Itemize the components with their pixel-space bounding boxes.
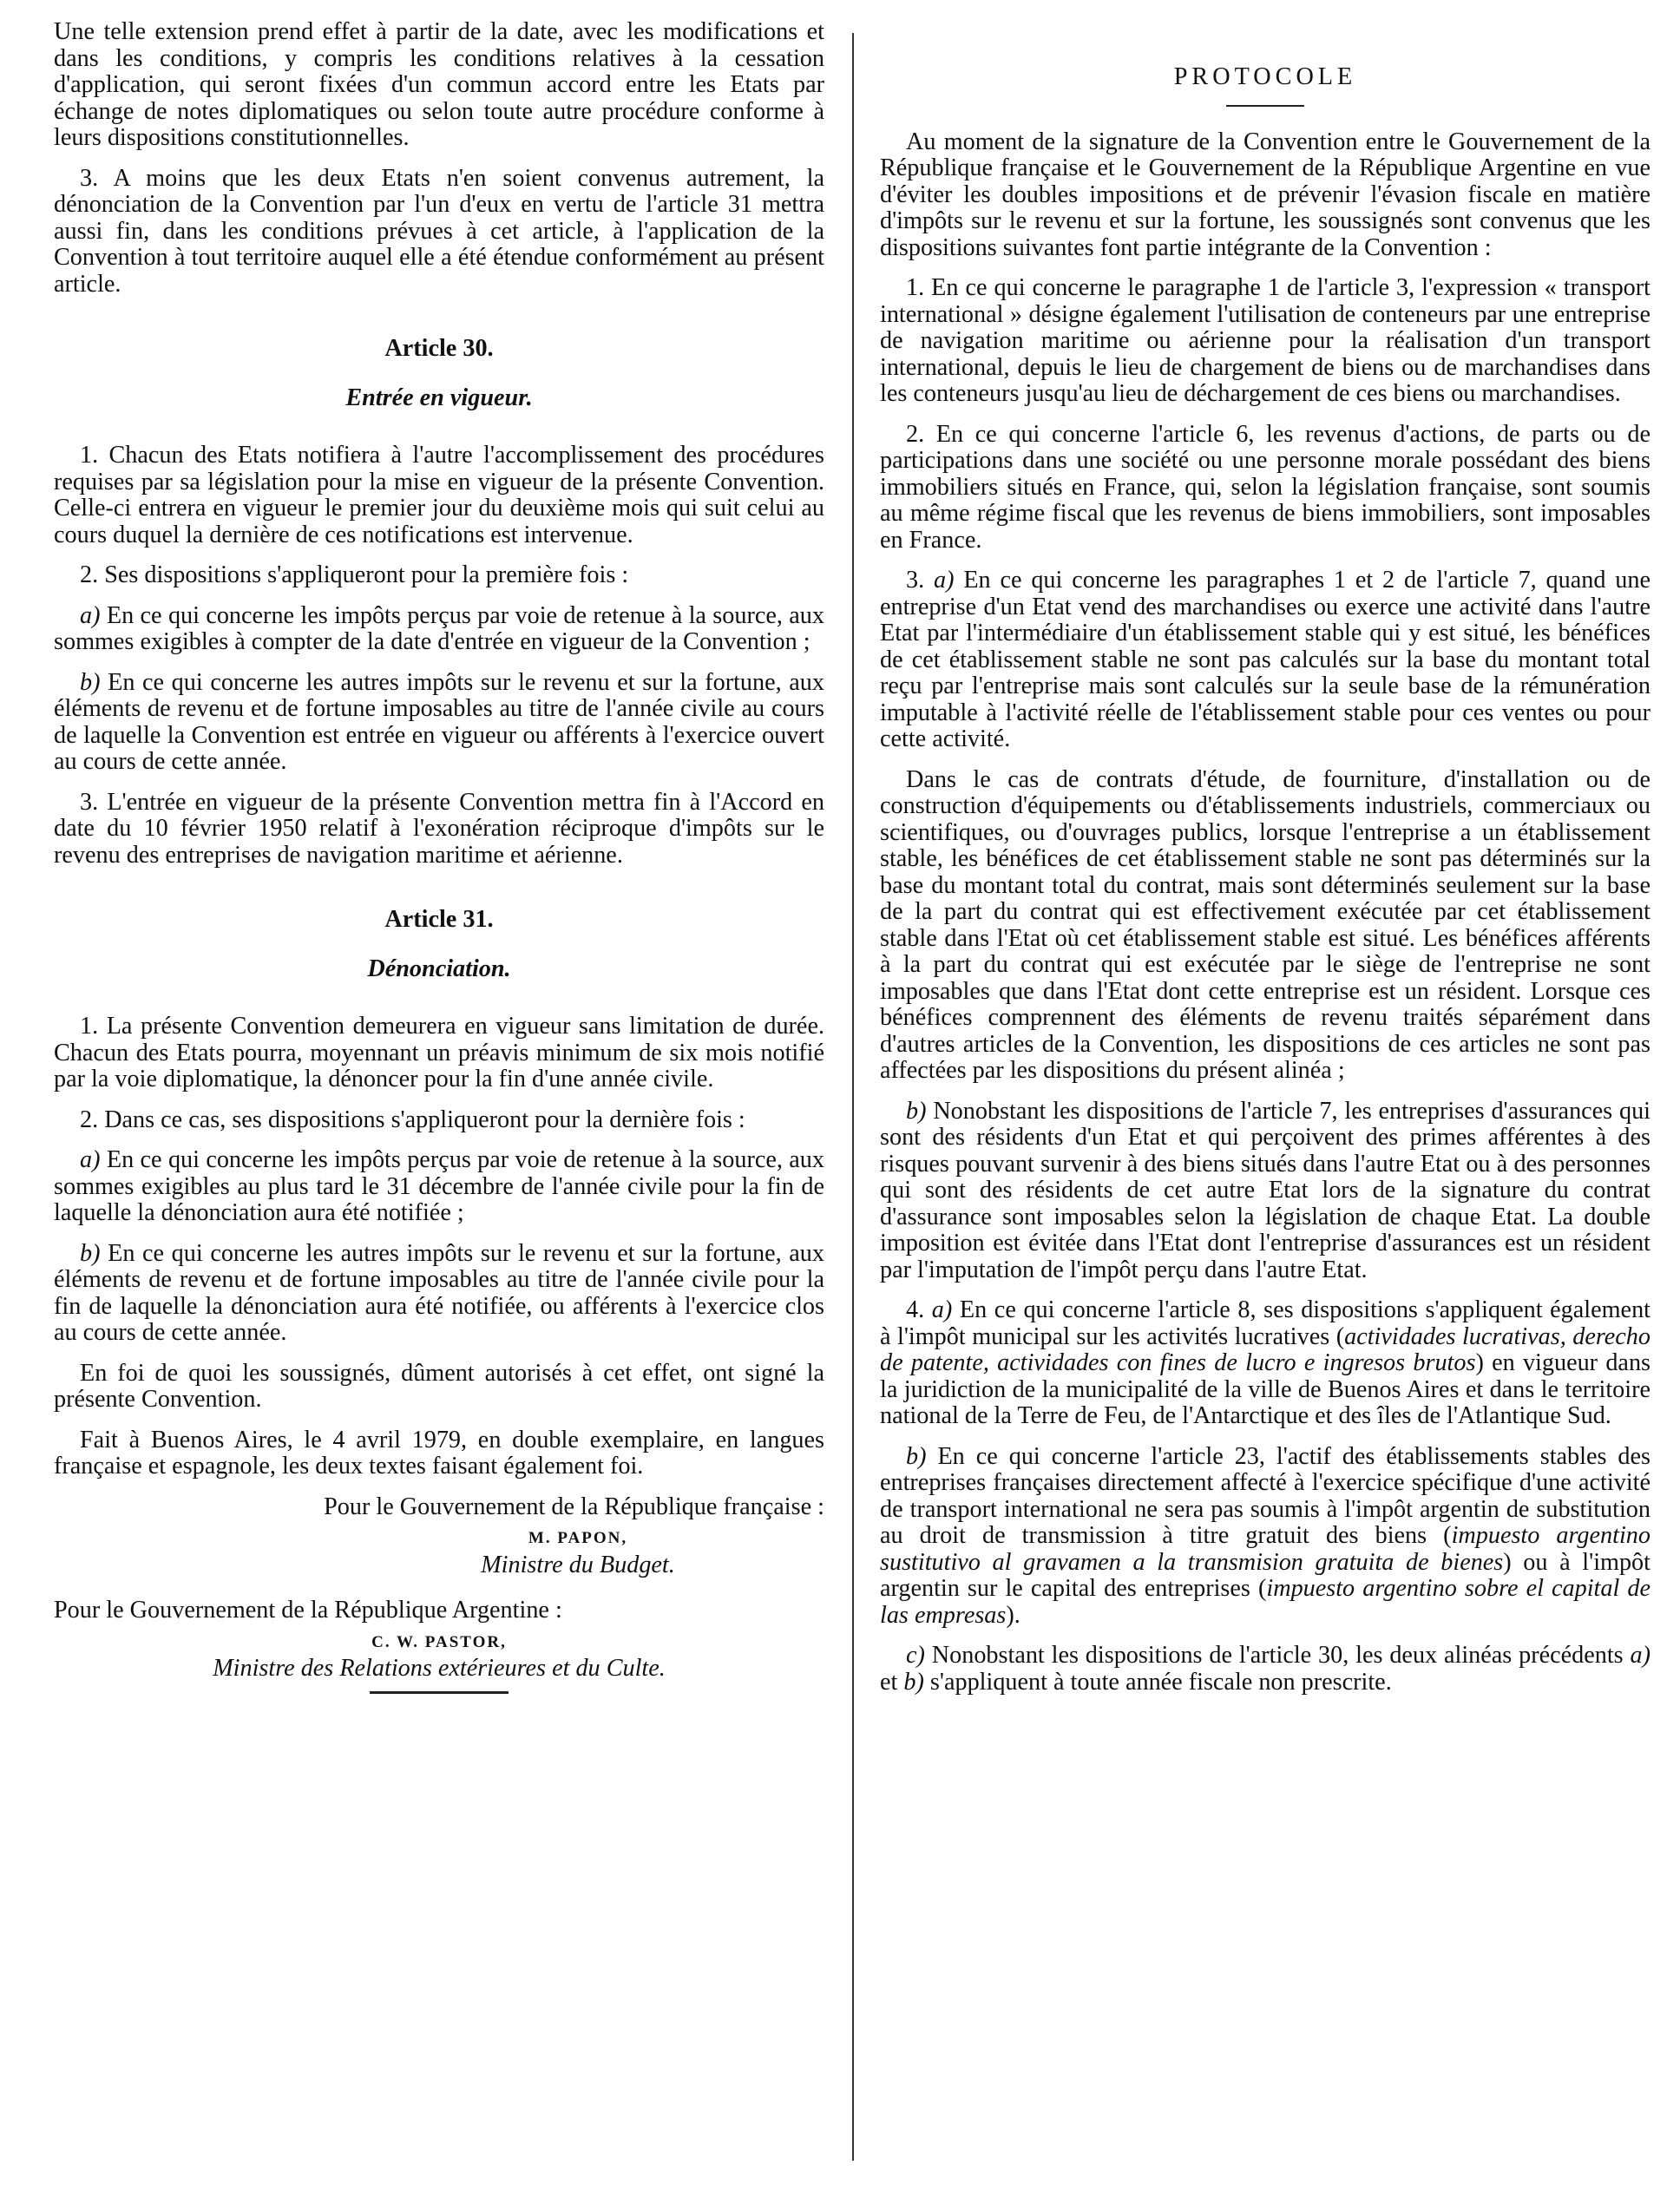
article-31-title: Article 31. — [384, 906, 494, 933]
item-text: En ce qui concerne les autres impôts sur le revenu et sur la fortune, aux éléments de revenu et de fortune imposables au titre de l'année civile pour la fin de laquelle la dénonciation aura été notifiée, ou afférents à l'exercice clos au cours de cette année. — [54, 1239, 824, 1346]
paragraph: 3. A moins que les deux Etats n'en soient convenus autrement, la dénonciation de la Convention par l'un d'eux en vertu de l'article 31 mettra aussi fin, dans les conditions prévues à cet article, à l'application de la Convention à tout territoire auquel elle a été étendue conformément au présent article. — [54, 164, 824, 298]
item-text: En ce qui concerne les impôts perçus par voie de retenue à la source, aux sommes exigibles à compter de la date d'entrée en vigueur de la Convention ; — [54, 601, 824, 655]
paragraph — [880, 1297, 1650, 1430]
spanish-term: impuesto argentino sobre el capital de las empresas — [880, 1575, 1651, 1629]
item-letter: b) — [906, 1442, 927, 1470]
paragraph — [54, 603, 824, 656]
protocol-title: PROTOCOLE — [1173, 63, 1357, 90]
article-30-title: Article 30. — [384, 335, 494, 362]
paragraph: 1. Chacun des Etats notifiera à l'autre l'accomplissement des procédures requises par sa législation pour la mise en vigueur de la présente Convention. Celle-ci entrera en vigueur le premier jour du deuxième mois qui suit celui au cours duquel la dernière de ces notifications est intervenue. — [54, 442, 824, 548]
spanish-term: impuesto argentino sustitutivo al gravamen a la transmision gratuita de bienes — [880, 1522, 1650, 1576]
paragraph: Dans le cas de contrats d'étude, de fourniture, d'installation ou de construction d'équipements ou d'établissements industriels, commerciaux ou scientifiques, ou d'ouvrages publics, lorsque l'entreprise a un établissement stable, les bénéfices de cet établissement stable ne sont pas déterminés sur la base du montant total du contrat, mais sont déterminés seulement sur la base de la part du contrat qui est effectivement exécutée par cet établissement stable dans l'Etat où cet établissement stable est situé. Les bénéfices afférents à la part du contrat qui est exécutée par le siège de l'entreprise ne sont imposables que dans l'Etat dont cette entreprise est un résident. Lorsque ces bénéfices comprennent des éléments de revenu traités séparément dans d'autres articles de la Convention, les dispositions de ces articles ne sont pas affectées par les dispositions du présent alinéa ; — [880, 765, 1650, 1084]
item-text: ) en vigueur dans la juridiction de la municipalité de la ville de Buenos Aires et dans le territoire national de la Terre de Feu, de l'Antarctique et des îles de l'Atlantique Sud. — [880, 1349, 1651, 1429]
item-letter: a) — [80, 1146, 101, 1173]
article-31-subtitle: Dénonciation. — [367, 955, 511, 982]
paragraph — [54, 670, 824, 776]
paragraph — [880, 568, 1650, 753]
item-letter: a) — [1630, 1642, 1650, 1669]
article-30-subtitle: Entrée en vigueur. — [345, 384, 533, 411]
item-letter: b) — [80, 1239, 101, 1267]
item-text: ) ou à l'impôt argentin sur le capital des entreprises ( — [880, 1548, 1650, 1602]
paragraph: 2. En ce qui concerne l'article 6, les revenus d'actions, de parts ou de participations dans une société ou une personne morale possédant des biens immobiliers situés en France, qui, selon la législation française, sont soumis au même régime fiscal que les revenus de biens immobiliers, sont imposables en France. — [880, 420, 1650, 554]
paragraph — [54, 1147, 824, 1227]
item-letter: b) — [903, 1668, 924, 1696]
title-rule — [1226, 105, 1304, 107]
end-rule — [370, 1691, 509, 1694]
item-letter: a) — [933, 567, 955, 594]
item-letter: a) — [931, 1296, 953, 1323]
signatory-argentina-title: Ministre des Relations extérieures et du Culte. — [213, 1655, 666, 1682]
paragraph: 2. Dans ce cas, ses dispositions s'appliqueront pour la dernière fois : — [80, 1106, 745, 1133]
right-column — [880, 19, 1650, 1709]
signatory-france-label: Pour le Gouvernement de la République française : — [324, 1493, 824, 1520]
paragraph: 1. La présente Convention demeurera en vigueur sans limitation de durée. Chacun des Etats pourra, moyennant un préavis minimum de six mois notifié par la voie diplomatique, la dénoncer pour la fin d'une année civile. — [54, 1013, 824, 1092]
spanish-term: actividades lucrativas, derecho de patente, actividades con fines de lucro e ingresos brutos — [880, 1322, 1650, 1376]
paragraph — [54, 1241, 824, 1347]
item-text: En ce qui concerne les autres impôts sur le revenu et sur la fortune, aux éléments de revenu et de fortune imposables au titre de l'année civile au cours de laquelle la Convention est entrée en vigueur ou afférents à l'exercice ouvert au cours de cette année. — [54, 668, 824, 775]
paragraph — [880, 1643, 1650, 1696]
signatory-france-name: M. PAPON, — [528, 1529, 628, 1547]
left-column — [54, 19, 824, 1694]
paragraph: 1. En ce qui concerne le paragraphe 1 de l'article 3, l'expression « transport international » désigne également l'utilisation de conteneurs par une entreprise de navigation maritime ou aérienne pour la réalisation d'un transport international, depuis le lieu de chargement de biens ou de marchandises dans les conteneurs jusqu'au lieu de déchargement de ces biens ou marchandises. — [880, 274, 1650, 407]
item-text: En ce qui concerne les impôts perçus par voie de retenue à la source, aux sommes exigibles au plus tard le 31 décembre de l'année civile pour la fin de laquelle la dénonciation aura été notifiée ; — [54, 1146, 824, 1226]
signatory-argentina-name: C. W. PASTOR, — [371, 1632, 507, 1651]
item-number: 4. — [906, 1296, 925, 1323]
item-text: s'appliquent à toute année fiscale non prescrite. — [929, 1668, 1392, 1696]
paragraph: Au moment de la signature de la Convention entre le Gouvernement de la République française et le Gouvernement de la République Argentine en vue d'éviter les doubles impositions et de prévenir l'évasion fiscale en matière d'impôts sur le revenu et sur la fortune, les soussignés sont convenus que les dispositions suivantes font partie intégrante de la Convention : — [880, 128, 1650, 261]
item-letter: b) — [80, 668, 101, 696]
paragraph: En foi de quoi les soussignés, dûment autorisés à cet effet, ont signé la présente Convention. — [54, 1359, 824, 1413]
item-text: En ce qui concerne les paragraphes 1 et 2 de l'article 7, quand une entreprise d'un Etat vend des marchandises ou exerce une activité dans l'autre Etat par l'intermédiaire d'un établissement stable qui y est situé, les bénéfices de cet établissement stable ne sont pas calculés sur la base du montant total reçu par l'entreprise mais sont calculés sur la seule base de la rémunération imputable à l'activité réelle de l'établissement stable pour ces ventes ou pour cette activité. — [880, 567, 1650, 752]
column-divider — [852, 33, 854, 2161]
paragraph — [880, 1099, 1650, 1284]
item-text: En ce qui concerne l'article 8, ses dispositions s'appliquent également à l'impôt municipal sur les activités lucratives ( — [880, 1296, 1650, 1350]
item-letter: b) — [906, 1097, 927, 1125]
signatory-argentina-label: Pour le Gouvernement de la République Argentine : — [54, 1597, 562, 1624]
item-text: et — [880, 1668, 898, 1696]
paragraph: 2. Ses dispositions s'appliqueront pour la première fois : — [80, 561, 629, 588]
paragraph: Fait à Buenos Aires, le 4 avril 1979, en double exemplaire, en langues française et espagnole, les deux textes faisant également foi. — [54, 1426, 824, 1480]
item-text: En ce qui concerne l'article 23, l'actif des établissements stables des entreprises françaises directement affecté à l'exercice spécifique d'une activité de transport international ne sera pas soumis à l'impôt argentin de substitution au droit de transmission à titre gratuit des biens ( — [880, 1442, 1650, 1549]
item-text: Nonobstant les dispositions de l'article 7, les entreprises d'assurances qui sont des résidents d'un Etat et qui perçoivent des primes afférentes à des risques pouvant survenir à des biens situés dans l'autre Etat ou à des personnes qui sont des résidents de cet autre Etat lors de la signature du contrat d'assurance sont imposables selon la législation de chaque Etat. La double imposition est évitée dans l'Etat dont l'entreprise d'assurances est un résident par l'imputation de l'impôt perçu dans l'autre Etat. — [880, 1097, 1650, 1283]
signatory-france-title: Ministre du Budget. — [481, 1551, 675, 1578]
item-text: Nonobstant les dispositions de l'article 30, les deux alinéas précédents — [931, 1642, 1624, 1669]
paragraph — [880, 1444, 1650, 1630]
item-letter: c) — [906, 1642, 925, 1669]
paragraph: 3. L'entrée en vigueur de la présente Convention mettra fin à l'Accord en date du 10 février 1950 relatif à l'exonération réciproque d'impôts sur le revenu des entreprises de navigation maritime et aérienne. — [54, 788, 824, 869]
item-text: ). — [1006, 1601, 1020, 1629]
item-number: 3. — [906, 567, 925, 594]
paragraph: Une telle extension prend effet à partir de la date, avec les modifications et dans les conditions, y compris les conditions relatives à la cessation d'application, qui seront fixées d'un commun accord entre les Etats par échange de notes diplomatiques ou selon toute autre procédure conforme à leurs dispositions constitutionnelles. — [54, 18, 824, 151]
item-letter: a) — [80, 601, 101, 629]
